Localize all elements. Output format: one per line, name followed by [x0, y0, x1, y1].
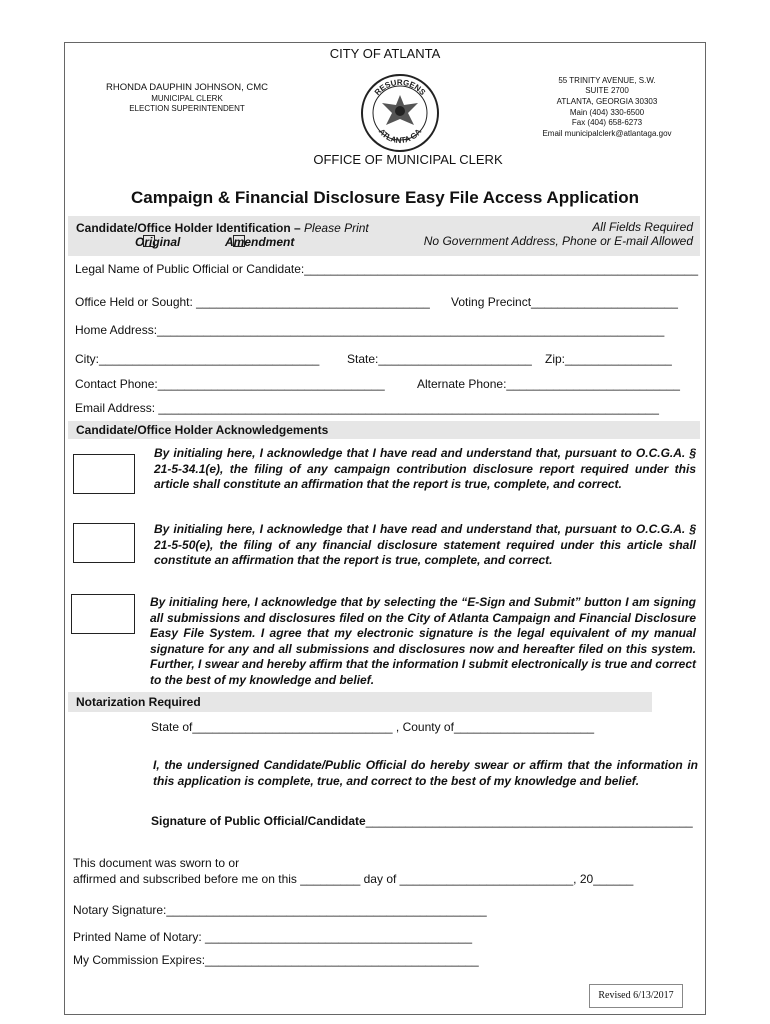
sworn-line1: This document was sworn to or	[73, 856, 240, 870]
initial-box-ack1[interactable]	[73, 454, 135, 494]
clerk-email: Email municipalclerk@atlantaga.gov	[542, 129, 672, 138]
address-line2: SUITE 2700	[585, 86, 629, 95]
identification-section	[68, 216, 700, 256]
address-line3: ATLANTA, GEORGIA 30303	[556, 97, 658, 106]
city-field[interactable]: City:_________________________________	[75, 352, 320, 366]
identification-heading: Candidate/Office Holder Identification – Please Print	[76, 221, 369, 235]
initial-box-ack2[interactable]	[73, 523, 135, 563]
initial-box-ack3[interactable]	[71, 594, 135, 634]
notary-signature-field[interactable]: Notary Signature:________________________________________________	[73, 903, 487, 917]
revised-date: Revised 6/13/2017	[589, 984, 683, 1008]
signature-field[interactable]: Signature of Public Official/Candidate_________________________________________________	[151, 814, 693, 828]
original-checkbox[interactable]	[143, 235, 155, 247]
ack1-text: By initialing here, I acknowledge that I have read and understand that, pursuant to O.C.G.A. § 21-5-34.1(e), the filing of any campaign contribution disclosure report required under this article shall constitute an affirmation that the report is true, complete, and correct.	[154, 446, 696, 491]
clerk-name: RHONDA DAUPHIN JOHNSON, CMC	[105, 82, 269, 93]
state-county-field[interactable]: State of______________________________ , County of_____________________	[151, 720, 595, 734]
sworn-date-field[interactable]: affirmed and subscribed before me on this _________ day of __________________________, 20______	[73, 872, 634, 886]
notarization-heading: Notarization Required	[76, 695, 201, 709]
office-held-field[interactable]: Office Held or Sought: ___________________________________	[75, 295, 430, 309]
ack2-text: By initialing here, I acknowledge that I have read and understand that, pursuant to O.C.G.A. § 21-5-50(e), the filing of any financial disclosure statement required under this article shall constitute an affirmation that the report is true, complete, and correct.	[154, 522, 696, 567]
ack3-text: By initialing here, I acknowledge that by selecting the “E-Sign and Submit” button I am signing all submissions and disclosures filed on the City of Atlanta Campaign and Financial Disclosure Easy File System. I agree that my electronic signature is the legal equivalent of my manual signature for any and all submissions and disclosures now and hereafter filed on this system. Further, I swear and hereby affirm that the information I submit electronically is true and correct to the best of my knowledge and belief.	[150, 595, 696, 687]
city-seal-icon	[360, 73, 440, 153]
acknowledgements-heading: Candidate/Office Holder Acknowledgements	[76, 423, 329, 437]
restriction-note: No Government Address, Phone or E-mail Allowed	[423, 234, 693, 248]
voting-precinct-field[interactable]: Voting Precinct______________________	[451, 295, 678, 309]
address-line1: 55 TRINITY AVENUE, S.W.	[558, 76, 656, 85]
notarization-section	[68, 692, 652, 712]
phone-fax: Fax (404) 658-6273	[571, 118, 643, 127]
original-option[interactable]: Original	[135, 235, 181, 249]
state-field[interactable]: State:_______________________	[347, 352, 532, 366]
seal-bottom-text: ATLANTA GA	[376, 127, 424, 146]
contact-phone-field[interactable]: Contact Phone:__________________________________	[75, 377, 385, 391]
zip-field[interactable]: Zip:________________	[545, 352, 672, 366]
phone-main: Main (404) 330-6500	[569, 108, 645, 117]
form-title: Campaign & Financial Disclosure Easy File Access Application	[131, 188, 639, 207]
affirmation-text: I, the undersigned Candidate/Public Official do hereby swear or affirm that the information in this application is complete, true, and correct to the best of my knowledge and belief.	[153, 758, 698, 788]
commission-expires-field[interactable]: My Commission Expires:_________________________________________	[73, 953, 479, 967]
clerk-title: MUNICIPAL CLERK	[151, 94, 223, 103]
legal-name-field[interactable]: Legal Name of Public Official or Candidate:___________________________________________________________	[75, 262, 698, 276]
notary-printed-name-field[interactable]: Printed Name of Notary: ________________________________________	[73, 930, 473, 944]
office-heading: OFFICE OF MUNICIPAL CLERK	[313, 152, 503, 167]
required-note: All Fields Required	[592, 220, 693, 234]
acknowledgements-section	[68, 421, 700, 439]
signature-label: Signature of Public Official/Candidate	[151, 814, 366, 828]
home-address-field[interactable]: Home Address:____________________________________________________________________________	[75, 323, 665, 337]
alternate-phone-field[interactable]: Alternate Phone:__________________________	[417, 377, 680, 391]
city-heading: CITY OF ATLANTA	[329, 46, 441, 61]
clerk-role: ELECTION SUPERINTENDENT	[129, 104, 245, 113]
amendment-option[interactable]: Amendment	[225, 235, 295, 249]
email-address-field[interactable]: Email Address: ___________________________________________________________________________	[75, 401, 659, 415]
svg-text:ATLANTA GA	[377, 127, 424, 145]
seal-top-text: RESURGENS	[372, 77, 428, 98]
amendment-checkbox[interactable]	[233, 235, 245, 247]
